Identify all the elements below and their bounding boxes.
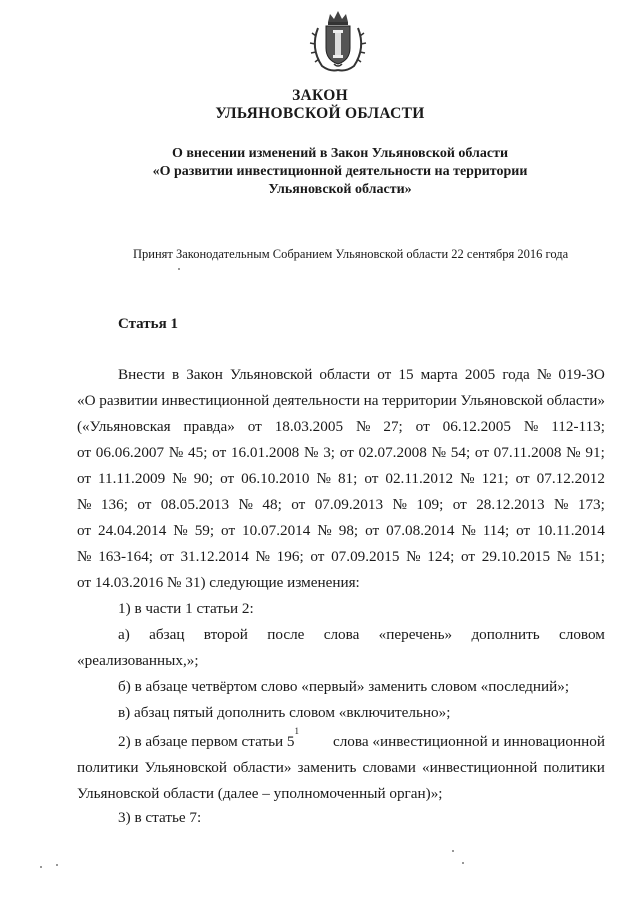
word: № — [392, 496, 407, 513]
word: абзац — [149, 626, 185, 643]
word: 24.04.2014 — [97, 522, 167, 539]
word: 114; — [482, 522, 510, 539]
word: № — [460, 470, 475, 487]
article-line — [77, 418, 605, 436]
word: 11.11.2009 — [98, 470, 166, 487]
scan-speck — [452, 850, 454, 852]
word: правда» — [183, 418, 235, 435]
word: политики — [543, 759, 605, 776]
law-subject-line1: О внесении изменений в Закон Ульяновской области — [171, 146, 509, 161]
word: развитии — [99, 392, 158, 409]
word: от — [339, 444, 354, 461]
scan-speck — [178, 268, 180, 270]
word: № — [556, 548, 572, 565]
item-1a-line1 — [118, 626, 605, 644]
law-subject-line2: «О развитии инвестиционной деятельности на территории — [152, 164, 528, 179]
word: № — [553, 496, 569, 513]
word: «инвестиционной — [421, 759, 538, 776]
word: от — [221, 522, 236, 539]
word: № — [238, 496, 254, 513]
word: № — [77, 548, 92, 565]
word: от — [365, 522, 380, 539]
word: («Ульяновская — [77, 418, 171, 435]
word: от — [77, 522, 92, 539]
word: марта — [420, 366, 458, 383]
word: Закон — [186, 366, 223, 383]
word: Ульяновской — [460, 392, 543, 409]
word: 121; — [481, 470, 509, 487]
word: 2005 — [464, 366, 496, 383]
word: 29.10.2015 — [481, 548, 551, 565]
word: на — [363, 392, 379, 409]
word: 07.12.2012 — [536, 470, 605, 487]
article-line — [118, 366, 605, 384]
word: 136; — [100, 496, 128, 513]
article-line — [77, 496, 605, 514]
word: года — [502, 366, 530, 383]
word: 59; — [194, 522, 215, 539]
word: 06.12.2005 — [442, 418, 511, 435]
word: № — [566, 444, 581, 461]
word: Внести — [118, 366, 165, 383]
word: 15 — [398, 366, 414, 383]
item-2-text-end: слова «инвестиционной и инновационной — [329, 733, 605, 750]
word: 31.12.2014 — [180, 548, 249, 565]
word: от — [452, 496, 467, 513]
word: от — [377, 366, 392, 383]
word: 019-ЗО — [558, 366, 605, 383]
word: словом — [559, 626, 605, 643]
word: 02.07.2008 — [358, 444, 427, 461]
word: от — [212, 444, 227, 461]
word: № — [461, 522, 476, 539]
word: словами — [362, 759, 416, 776]
word: политики — [77, 759, 139, 776]
law-title-region: УЛЬЯНОВСКОЙ ОБЛАСТИ — [215, 105, 425, 122]
word: Ульяновской — [229, 366, 313, 383]
word: от — [77, 444, 92, 461]
article-line — [77, 444, 605, 462]
word: № — [523, 418, 539, 435]
word: № — [431, 444, 447, 461]
word: деятельности — [273, 392, 360, 409]
word: 124; — [427, 548, 455, 565]
word: 45; — [188, 444, 208, 461]
word: № — [406, 548, 421, 565]
item-1c: в) абзац пятый дополнить словом «включительно»; — [118, 704, 451, 721]
word: области» — [546, 392, 605, 409]
item-2-line2 — [77, 759, 605, 777]
word: от — [516, 522, 531, 539]
word: 109; — [416, 496, 444, 513]
item-2-line3: Ульяновской области (далее – уполномоченный орган)»; — [77, 785, 443, 802]
word: 16.01.2008 — [230, 444, 300, 461]
word: области — [319, 366, 371, 383]
word: заменить — [297, 759, 357, 776]
word: от — [461, 548, 476, 565]
word: 06.06.2007 — [95, 444, 165, 461]
adoption-note: Принят Законодательным Собранием Ульяновской области 22 сентября 2016 года — [133, 247, 569, 261]
word: от — [220, 470, 235, 487]
word: области» — [233, 759, 292, 776]
coat-of-arms-emblem — [308, 8, 368, 76]
word: от — [291, 496, 306, 513]
word: от — [364, 470, 379, 487]
scan-speck — [40, 866, 42, 868]
word: № — [77, 496, 92, 513]
word: дополнить — [471, 626, 540, 643]
word: 28.12.2013 — [476, 496, 545, 513]
word: № — [168, 444, 184, 461]
item-1b: б) в абзаце четвёртом слово «первый» заменить словом «последний»; — [118, 678, 570, 695]
word: 90; — [193, 470, 214, 487]
word: от — [515, 470, 530, 487]
word: 08.05.2013 — [160, 496, 230, 513]
law-title: ЗАКОН — [292, 87, 348, 104]
item-2-line1 — [118, 726, 605, 751]
word: 48; — [262, 496, 282, 513]
word: «перечень» — [378, 626, 453, 643]
word: 196; — [276, 548, 304, 565]
word: от — [474, 444, 489, 461]
item-1a-line2: «реализованных,»; — [77, 652, 199, 669]
word: 163-164; — [98, 548, 154, 565]
word: 27; — [383, 418, 403, 435]
word: 151; — [577, 548, 605, 565]
item-1: 1) в части 1 статьи 2: — [118, 600, 254, 617]
word: 06.10.2010 — [241, 470, 310, 487]
word: 10.07.2014 — [242, 522, 311, 539]
word: в — [171, 366, 180, 383]
law-subject-line3: Ульяновской области» — [268, 182, 412, 197]
scan-speck — [462, 862, 464, 864]
word: от — [310, 548, 325, 565]
word: второй — [203, 626, 248, 643]
word: 07.09.2015 — [331, 548, 400, 565]
word: «О — [77, 392, 96, 409]
item-2-superscript: 1 — [294, 726, 300, 736]
word: от — [77, 470, 92, 487]
word: от — [415, 418, 430, 435]
word: 54; — [450, 444, 471, 461]
word: № — [173, 522, 188, 539]
word: № — [316, 470, 331, 487]
article-line — [77, 522, 605, 540]
word: инвестиционной — [161, 392, 270, 409]
word: 07.08.2014 — [386, 522, 455, 539]
word: от — [159, 548, 174, 565]
word: 3; — [323, 444, 336, 461]
word: 07.09.2013 — [314, 496, 384, 513]
article-line — [77, 548, 605, 566]
word: 91; — [585, 444, 605, 461]
word: от — [247, 418, 262, 435]
word: Ульяновской — [144, 759, 227, 776]
word: 02.11.2012 — [385, 470, 454, 487]
word: 07.11.2008 — [493, 444, 562, 461]
item-3: 3) в статье 7: — [118, 809, 202, 826]
word: № — [303, 444, 319, 461]
word: 10.11.2014 — [537, 522, 605, 539]
word: 112-113; — [551, 418, 605, 435]
word: после — [267, 626, 305, 643]
word: слова — [323, 626, 360, 643]
word: 173; — [577, 496, 605, 513]
word: № — [255, 548, 270, 565]
article-heading: Статья 1 — [118, 316, 178, 332]
word: территории — [382, 392, 457, 409]
word: № — [317, 522, 332, 539]
word: а) — [118, 626, 130, 643]
article-line — [77, 392, 605, 410]
scan-speck — [56, 864, 58, 866]
word: 18.03.2005 — [274, 418, 344, 435]
word: № — [355, 418, 371, 435]
article-line: от 14.03.2016 № 31) следующие изменения: — [77, 574, 360, 591]
word: № — [536, 366, 552, 383]
word: от — [137, 496, 152, 513]
word: 98; — [338, 522, 359, 539]
word: 81; — [337, 470, 358, 487]
article-line — [77, 470, 605, 488]
item-2-text-start: 2) в абзаце первом статьи 5 — [118, 733, 295, 750]
word: № — [172, 470, 187, 487]
